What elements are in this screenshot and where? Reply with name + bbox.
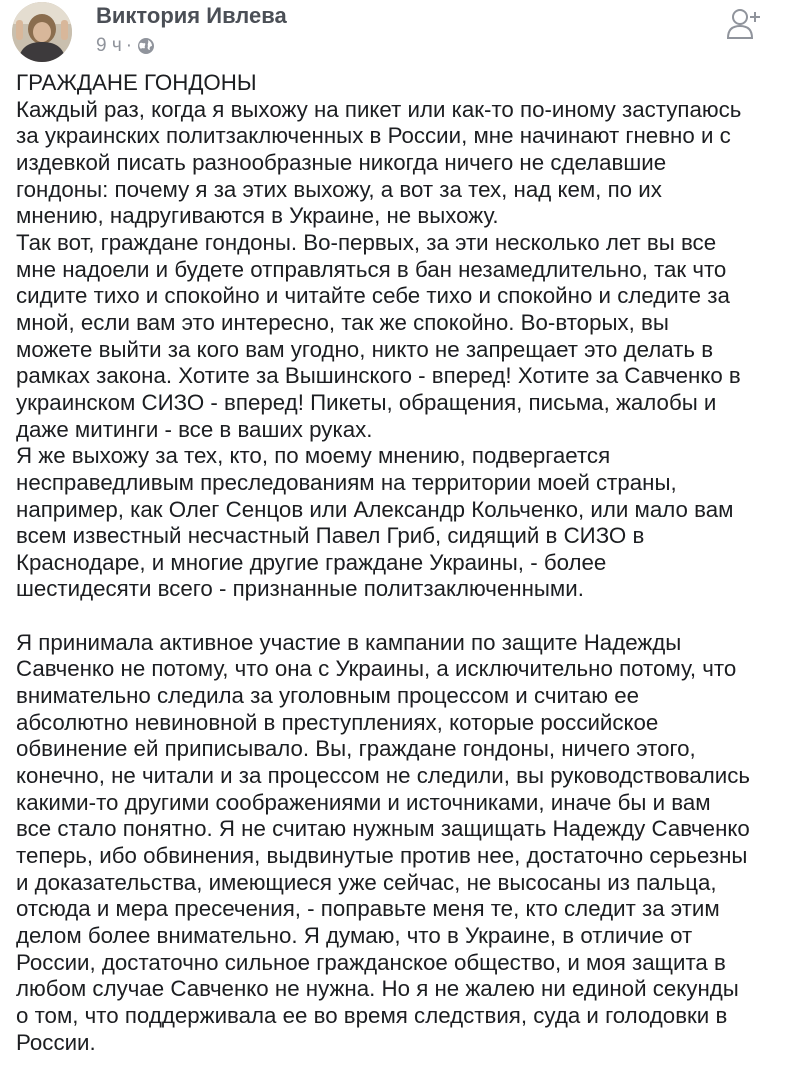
text-line: Я принимала активное участие в кампании по защите Надежды [16, 629, 682, 655]
text-line: о том, что поддерживала ее во время следствия, суда и голодовки в [16, 1002, 728, 1028]
text-line: внимательно следила за уголовным процессом и считаю ее [16, 683, 640, 709]
text-line: сидите тихо и спокойно и читайте себе тихо и спокойно и следите за [16, 283, 730, 309]
post-time[interactable]: 9 ч [96, 35, 122, 56]
text-line: Так вот, граждане гондоны. Во-первых, за эти несколько лет вы все [16, 229, 717, 255]
text-line: шестидесяти всего - признанные политзаключенными. [16, 576, 584, 602]
text-line: делом более внимательно. Я думаю, что в Украине, в отличие от [16, 922, 693, 948]
text-line: Каждый раз, когда я выхожу на пикет или как-то по-иному заступаюсь [16, 96, 742, 122]
post-header [0, 0, 807, 66]
text-line: мной, если вам это интересно, так же спокойно. Во-вторых, вы [16, 309, 669, 335]
text-line: издевкой писать разнообразные никогда ничего не сделавшие [16, 149, 667, 175]
paragraph-break [16, 603, 801, 630]
text-line: несправедливым преследованиям на территории моей страны, [16, 469, 677, 495]
post-text [16, 70, 801, 1056]
text-line: абсолютно невиновной в преступлениях, которые российское [16, 709, 659, 735]
text-line: России. [16, 1029, 96, 1055]
text-line: и доказательства, имеющиеся уже сейчас, не высосаны из пальца, [16, 869, 717, 895]
add-friend-button[interactable] [724, 6, 764, 40]
author-avatar[interactable] [12, 2, 72, 62]
text-line: за украинских политзаключенных в России, мне начинают гневно и с [16, 123, 731, 149]
text-line: все стало понятно. Я не считаю нужным защищать Надежду Савченко [16, 816, 750, 842]
text-line: Савченко не потому, что она с Украины, а исключительно потому, что [16, 656, 737, 682]
text-line: мне надоели и будете отправляться в бан незамедлительно, так что [16, 256, 727, 282]
text-line: например, как Олег Сенцов или Александр Кольченко, или мало вам [16, 496, 734, 522]
text-line: рамках закона. Хотите за Вышинского - вперед! Хотите за Савченко в [16, 363, 741, 389]
text-line: теперь, ибо обвинения, выдвинутые против нее, достаточно серьезны [16, 843, 748, 869]
text-line: можете выйти за кого вам угодно, никто не запрещает это делать в [16, 336, 714, 362]
meta-separator: · [125, 35, 133, 56]
text-line: отсюда и мера пресечения, - поправьте меня те, кто следит за этим [16, 896, 720, 922]
text-line: всем известный несчастный Павел Гриб, сидящий в СИЗО в [16, 523, 645, 549]
post-title: ГРАЖДАНЕ ГОНДОНЫ [16, 70, 257, 95]
text-line: обвинение ей приписывало. Вы, граждане гондоны, ничего этого, [16, 736, 696, 762]
text-line: Краснодаре, и многие другие граждане Украины, - более [16, 549, 607, 575]
text-line: какими-то другими соображениями и источниками, иначе бы и вам [16, 789, 711, 815]
avatar-image [12, 2, 72, 62]
author-name[interactable]: Виктория Ивлева [96, 3, 287, 28]
text-line: Я же выхожу за тех, кто, по моему мнению, подвергается [16, 443, 611, 469]
text-line: гондоны: почему я за этих выхожу, а вот за тех, над кем, по их [16, 176, 662, 202]
add-friend-icon [724, 6, 764, 40]
text-line: мнению, надругиваются в Украине, не выхожу. [16, 203, 499, 229]
text-line: конечно, не читали и за процессом не следили, вы руководствовались [16, 763, 751, 789]
text-line: России, достаточно сильное гражданское общество, и моя защита в [16, 949, 726, 975]
text-line: даже митинги - все в ваших руках. [16, 416, 373, 442]
globe-icon [137, 37, 155, 55]
post-meta [96, 35, 155, 57]
text-line: украинском СИЗО - вперед! Пикеты, обращения, письма, жалобы и [16, 389, 717, 415]
text-line: любом случае Савченко не нужна. Но я не жалею ни единой секунды [16, 976, 739, 1002]
